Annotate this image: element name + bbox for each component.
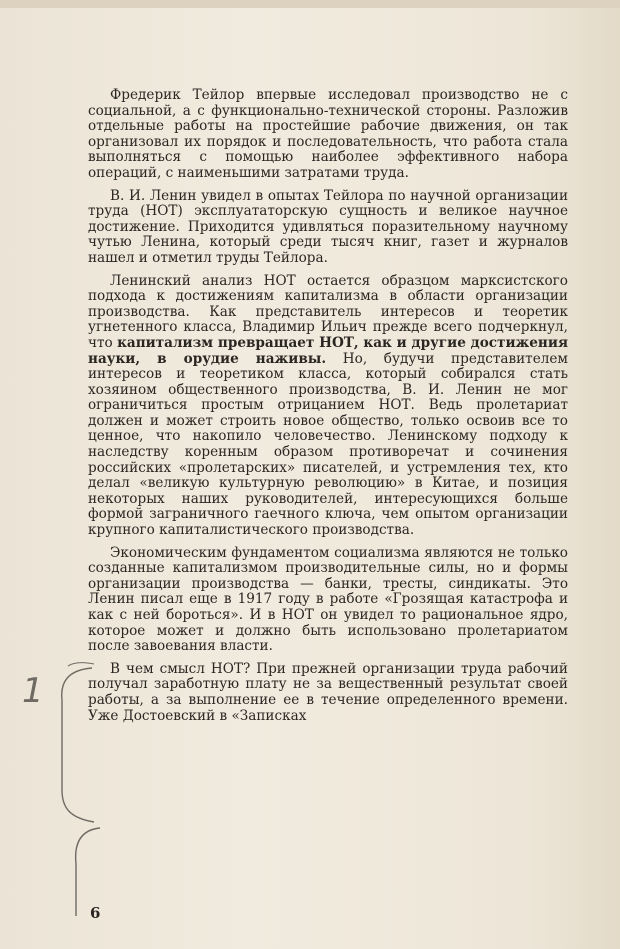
page-top-edge (0, 0, 620, 8)
paragraph-4: Экономическим фундаментом социализма являются не только созданные капитализмом производительные силы, но и формы организации производства — банки, тресты, синдикаты. Это Ленин писал еще в 1917 году в работе «Грозящая катастрофа и как с ней бороться». И в НОТ он увидел то рациональное ядро, которое может и должно быть использовано пролетариатом после завоевания власти. (88, 544, 568, 655)
emphasized-quote: капитализм превращает НОТ, как и другие достижения науки, в орудие наживы. (88, 334, 568, 367)
pencil-bracket-2-icon (60, 820, 110, 920)
paragraph-3-start: Ленинский анализ НОТ остается образцом марксистского подхода к достижениям капитализма в области организации производства. Как представитель интересов и теоретик угнетенного класса, Владимир Ильич прежде всего подчеркнул, что (88, 272, 568, 351)
page-number: 6 (90, 904, 101, 922)
pencil-bracket-1-icon (10, 660, 100, 830)
body-text (88, 88, 568, 731)
margin-note: 1 (22, 671, 44, 711)
paragraph-3 (88, 274, 568, 539)
paragraph-2: В. И. Ленин увидел в опытах Тейлора по научной организации труда (НОТ) эксплуататорскую сущность и великое научное достижение. Приходится удивляться поразительному научному чутью Ленина, который среди тысяч книг, газет и журналов нашел и отметил труды Тейлора. (88, 187, 568, 266)
paragraph-1: Фредерик Тейлор впервые исследовал производство не с социальной, а с функционально-технической стороны. Разложив отдельные работы на простейшие рабочие движения, он так организовал их порядок и последовательность, что работа стала выполняться с помощью наиболее эффективного набора операций, с наименьшими затратами труда. (88, 87, 568, 181)
paragraph-5: В чем смысл НОТ? При прежней организации труда рабочий получал заработную плату не за вещественный результат своей работы, а за выполнение ее в течение определенного времени. Уже Достоевский в «Записках (88, 660, 568, 724)
paragraph-3-end: Но, будучи представителем интересов и теоретиком класса, который собирался стать хозяином общественного производства, В. И. Ленин не мог ограничиться простым отрицанием НОТ. Ведь пролетариат должен и может строить новое общество, только освоив все то ценное, что накопило человечество. Ленинскому подходу к наследству коренным образом противоречат и сочинения российских «пролетарских» писателей, и устремления тех, кто делал «великую культурную революцию» в Китае, и позиция некоторых наших руководителей, интересующихся больше формой заграничного гаечного ключа, чем опытом организации крупного капиталистического производства. (88, 350, 569, 539)
